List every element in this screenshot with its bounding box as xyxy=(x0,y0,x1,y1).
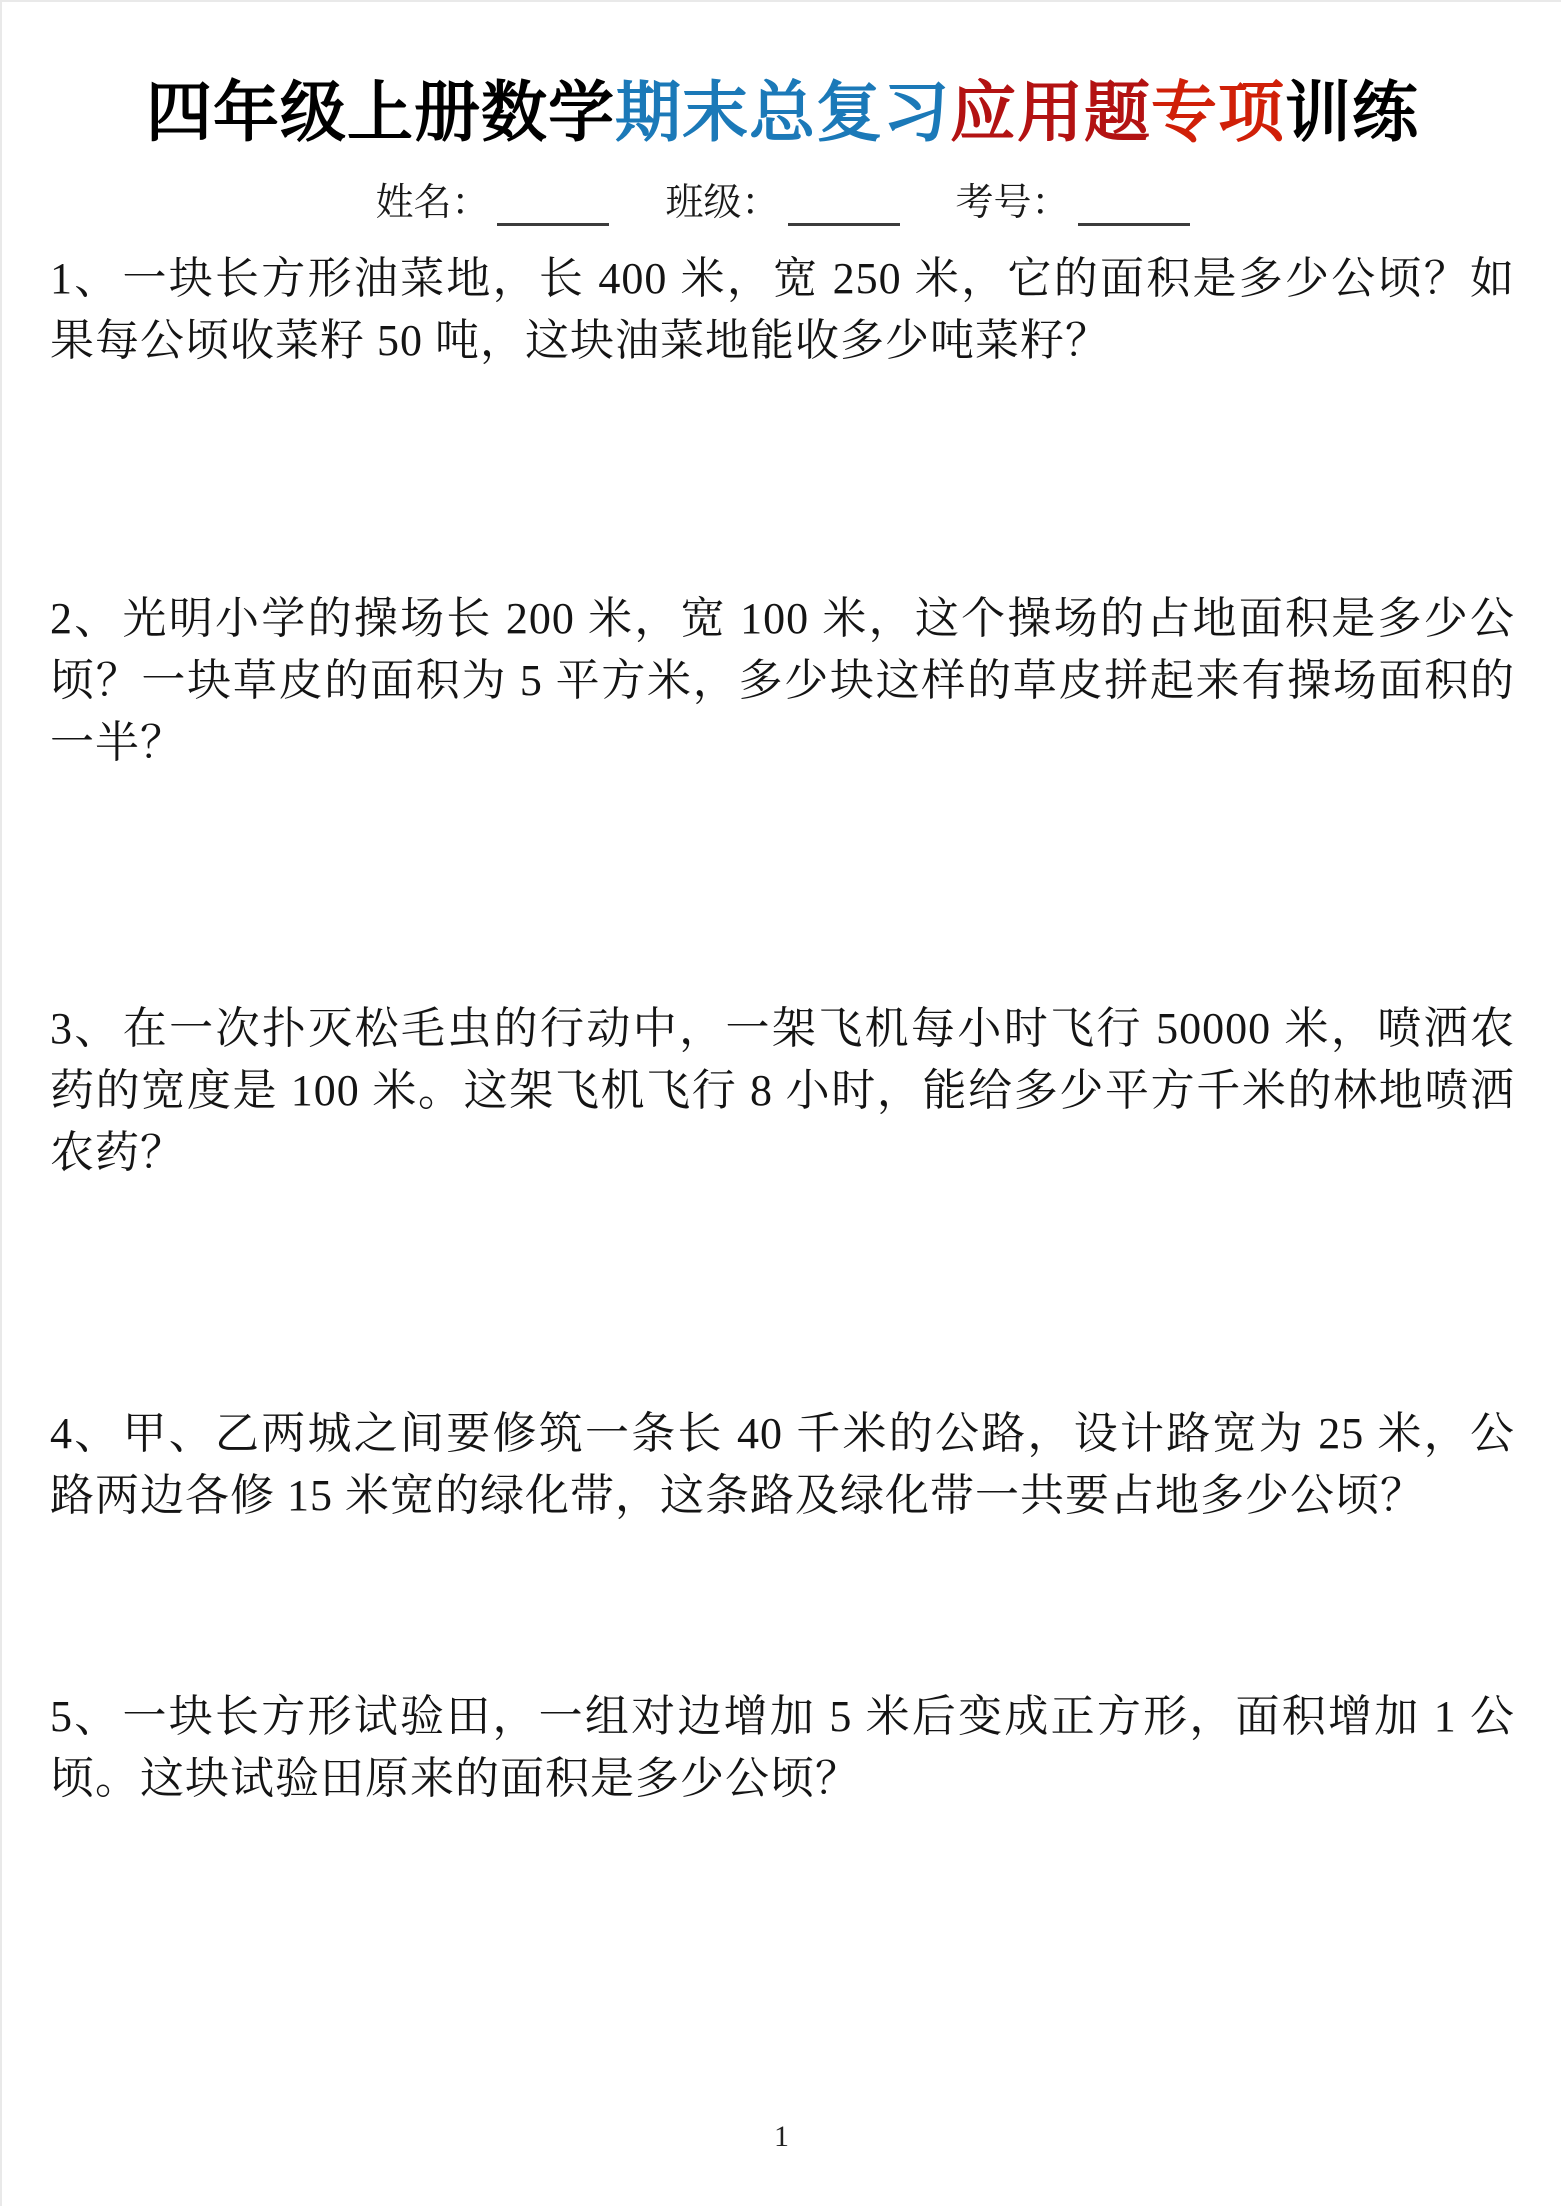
questions-list xyxy=(50,248,1515,1810)
question-3 xyxy=(50,998,1515,1184)
question-1-number: 1、 xyxy=(50,253,121,303)
question-4 xyxy=(50,1403,1515,1527)
title-segment-grade: 四年级上册数学 xyxy=(146,75,615,149)
question-5-text: 一块长方形试验田，一组对边增加 5 米后变成正方形，面积增加 1 公顷。这块试验田原来的面积是多少公顷？ xyxy=(50,1691,1516,1803)
field-class-blank-line xyxy=(788,183,900,226)
field-exam-number-blank-line xyxy=(1078,183,1190,226)
question-3-number: 3、 xyxy=(50,1003,121,1053)
field-class-label: 班级： xyxy=(665,181,780,224)
question-5-number: 5、 xyxy=(50,1691,121,1741)
field-class xyxy=(665,171,899,226)
page-title xyxy=(50,76,1515,149)
question-4-number: 4、 xyxy=(50,1408,121,1458)
question-2-number: 2、 xyxy=(50,593,121,643)
title-segment-word-problems: 应用题 xyxy=(950,75,1151,149)
field-name xyxy=(375,171,609,226)
question-1-text: 一块长方形油菜地，长 400 米，宽 250 米，它的面积是多少公顷？如果每公顷收菜籽 50 吨，这块油菜地能收多少吨菜籽？ xyxy=(50,253,1516,365)
question-1 xyxy=(50,248,1515,372)
field-exam-number-label: 考号： xyxy=(955,181,1070,224)
title-segment-special: 专项 xyxy=(1151,75,1285,149)
field-name-label: 姓名： xyxy=(375,181,490,224)
student-info-row xyxy=(50,171,1515,226)
question-5 xyxy=(50,1686,1515,1810)
title-segment-final-review: 期末总复习 xyxy=(615,75,950,149)
field-exam-number xyxy=(956,171,1190,226)
title-segment-training: 训练 xyxy=(1285,75,1419,149)
field-name-blank-line xyxy=(497,183,609,226)
question-2 xyxy=(50,588,1515,774)
question-4-text: 甲、乙两城之间要修筑一条长 40 千米的公路，设计路宽为 25 米，公路两边各修 15 米宽的绿化带，这条路及绿化带一共要占地多少公顷？ xyxy=(50,1408,1515,1520)
question-2-text: 光明小学的操场长 200 米，宽 100 米，这个操场的占地面积是多少公顷？一块草皮的面积为 5 平方米，多少块这样的草皮拼起来有操场面积的一半？ xyxy=(50,593,1516,767)
question-3-text: 在一次扑灭松毛虫的行动中，一架飞机每小时飞行 50000 米，喷洒农药的宽度是 100 米。这架飞机飞行 8 小时，能给多少平方千米的林地喷洒农药？ xyxy=(50,1003,1515,1177)
page-number: 1 xyxy=(774,2120,789,2153)
